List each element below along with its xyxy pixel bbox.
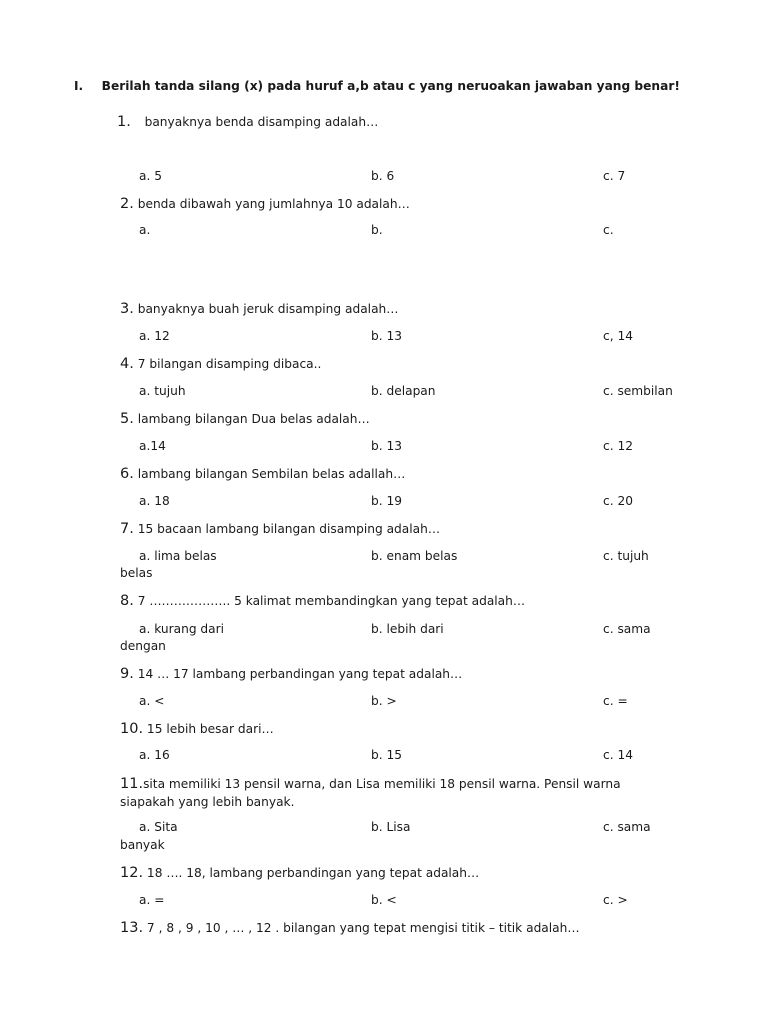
option-a[interactable]: a. 16 (139, 748, 170, 762)
option-c-wrap: belas (120, 566, 153, 580)
question-text: 18 …. 18, lambang perbandingan yang tepat adalah… (143, 866, 480, 880)
option-a[interactable]: a. (139, 223, 151, 237)
question-text: lambang bilangan Dua belas adalah… (133, 412, 370, 426)
section-instruction: Berilah tanda silang (x) pada huruf a,b atau c yang neruoakan jawaban yang benar! (101, 79, 680, 93)
option-b[interactable]: b. Lisa (371, 820, 411, 834)
question-number: 5. (120, 411, 134, 427)
option-a[interactable]: a. lima belas (139, 549, 217, 563)
question-number: 13. (120, 920, 144, 936)
question-number: 4. (120, 356, 134, 372)
question-5 (120, 411, 370, 427)
question-number: 1. (117, 114, 131, 130)
option-c[interactable]: c. 12 (603, 439, 633, 453)
question-text: 15 bacaan lambang bilangan disamping adalah… (133, 522, 441, 536)
section-roman: I. (74, 79, 84, 93)
question-number: 11. (120, 776, 144, 792)
question-number: 12. (120, 865, 144, 881)
option-a[interactable]: a. 18 (139, 494, 170, 508)
question-text: banyaknya buah jeruk disamping adalah… (133, 302, 399, 316)
question-number: 9. (120, 666, 134, 682)
question-8 (120, 593, 525, 609)
option-c-wrap: banyak (120, 838, 165, 852)
option-b[interactable]: b. lebih dari (371, 622, 444, 636)
option-a[interactable]: a.14 (139, 439, 166, 453)
question-text: benda dibawah yang jumlahnya 10 adalah… (133, 197, 410, 211)
question-12 (120, 865, 479, 881)
option-c[interactable]: c. sama (603, 820, 651, 834)
question-11 (120, 776, 621, 792)
option-b[interactable]: b. < (371, 893, 397, 907)
option-b[interactable]: b. 15 (371, 748, 402, 762)
option-c[interactable]: c. tujuh (603, 549, 649, 563)
option-c[interactable]: c. > (603, 893, 628, 907)
option-b[interactable]: b. > (371, 694, 397, 708)
question-10 (120, 721, 274, 737)
option-c[interactable]: c. sama (603, 622, 651, 636)
option-b[interactable]: b. 13 (371, 329, 402, 343)
option-b[interactable]: b. 6 (371, 169, 395, 183)
option-a[interactable]: a. tujuh (139, 384, 186, 398)
option-a[interactable]: a. Sita (139, 820, 178, 834)
question-number: 3. (120, 301, 134, 317)
option-c[interactable]: c. (603, 223, 614, 237)
question-2 (120, 196, 410, 212)
option-a[interactable]: a. = (139, 893, 165, 907)
option-b[interactable]: b. 19 (371, 494, 402, 508)
option-a[interactable]: a. kurang dari (139, 622, 225, 636)
option-a[interactable]: a. < (139, 694, 165, 708)
option-b[interactable]: b. 13 (371, 439, 402, 453)
question-number: 10. (120, 721, 144, 737)
option-b[interactable]: b. delapan (371, 384, 436, 398)
option-a[interactable]: a. 12 (139, 329, 170, 343)
option-c[interactable]: c. = (603, 694, 628, 708)
question-text: 7 bilangan disamping dibaca.. (133, 357, 322, 371)
option-c[interactable]: c, 14 (603, 329, 633, 343)
question-number: 6. (120, 466, 134, 482)
option-c[interactable]: c. 7 (603, 169, 626, 183)
question-text-line2: siapakah yang lebih banyak. (120, 795, 295, 809)
option-a[interactable]: a. 5 (139, 169, 162, 183)
option-b[interactable]: b. (371, 223, 383, 237)
question-9 (120, 666, 462, 682)
option-b[interactable]: b. enam belas (371, 549, 458, 563)
option-c-wrap: dengan (120, 639, 166, 653)
question-6 (120, 466, 405, 482)
question-text: 15 lebih besar dari… (143, 722, 274, 736)
question-text: sita memiliki 13 pensil warna, dan Lisa memiliki 18 pensil warna. Pensil warna (143, 777, 621, 791)
question-7 (120, 521, 440, 537)
question-text: 14 … 17 lambang perbandingan yang tepat adalah… (133, 667, 463, 681)
question-4 (120, 356, 321, 372)
question-text: 7 , 8 , 9 , 10 , … , 12 . bilangan yang tepat mengisi titik – titik adalah… (143, 921, 580, 935)
question-1 (117, 114, 378, 130)
question-number: 7. (120, 521, 134, 537)
question-number: 8. (120, 593, 134, 609)
question-text: 7 ……………….. 5 kalimat membandingkan yang tepat adalah… (133, 594, 526, 608)
option-c[interactable]: c. 20 (603, 494, 633, 508)
question-number: 2. (120, 196, 134, 212)
section-heading (74, 79, 680, 93)
option-c[interactable]: c. 14 (603, 748, 633, 762)
question-text: lambang bilangan Sembilan belas adallah… (133, 467, 406, 481)
question-text: banyaknya benda disamping adalah… (144, 115, 379, 129)
option-c[interactable]: c. sembilan (603, 384, 673, 398)
question-13 (120, 920, 580, 936)
question-3 (120, 301, 398, 317)
